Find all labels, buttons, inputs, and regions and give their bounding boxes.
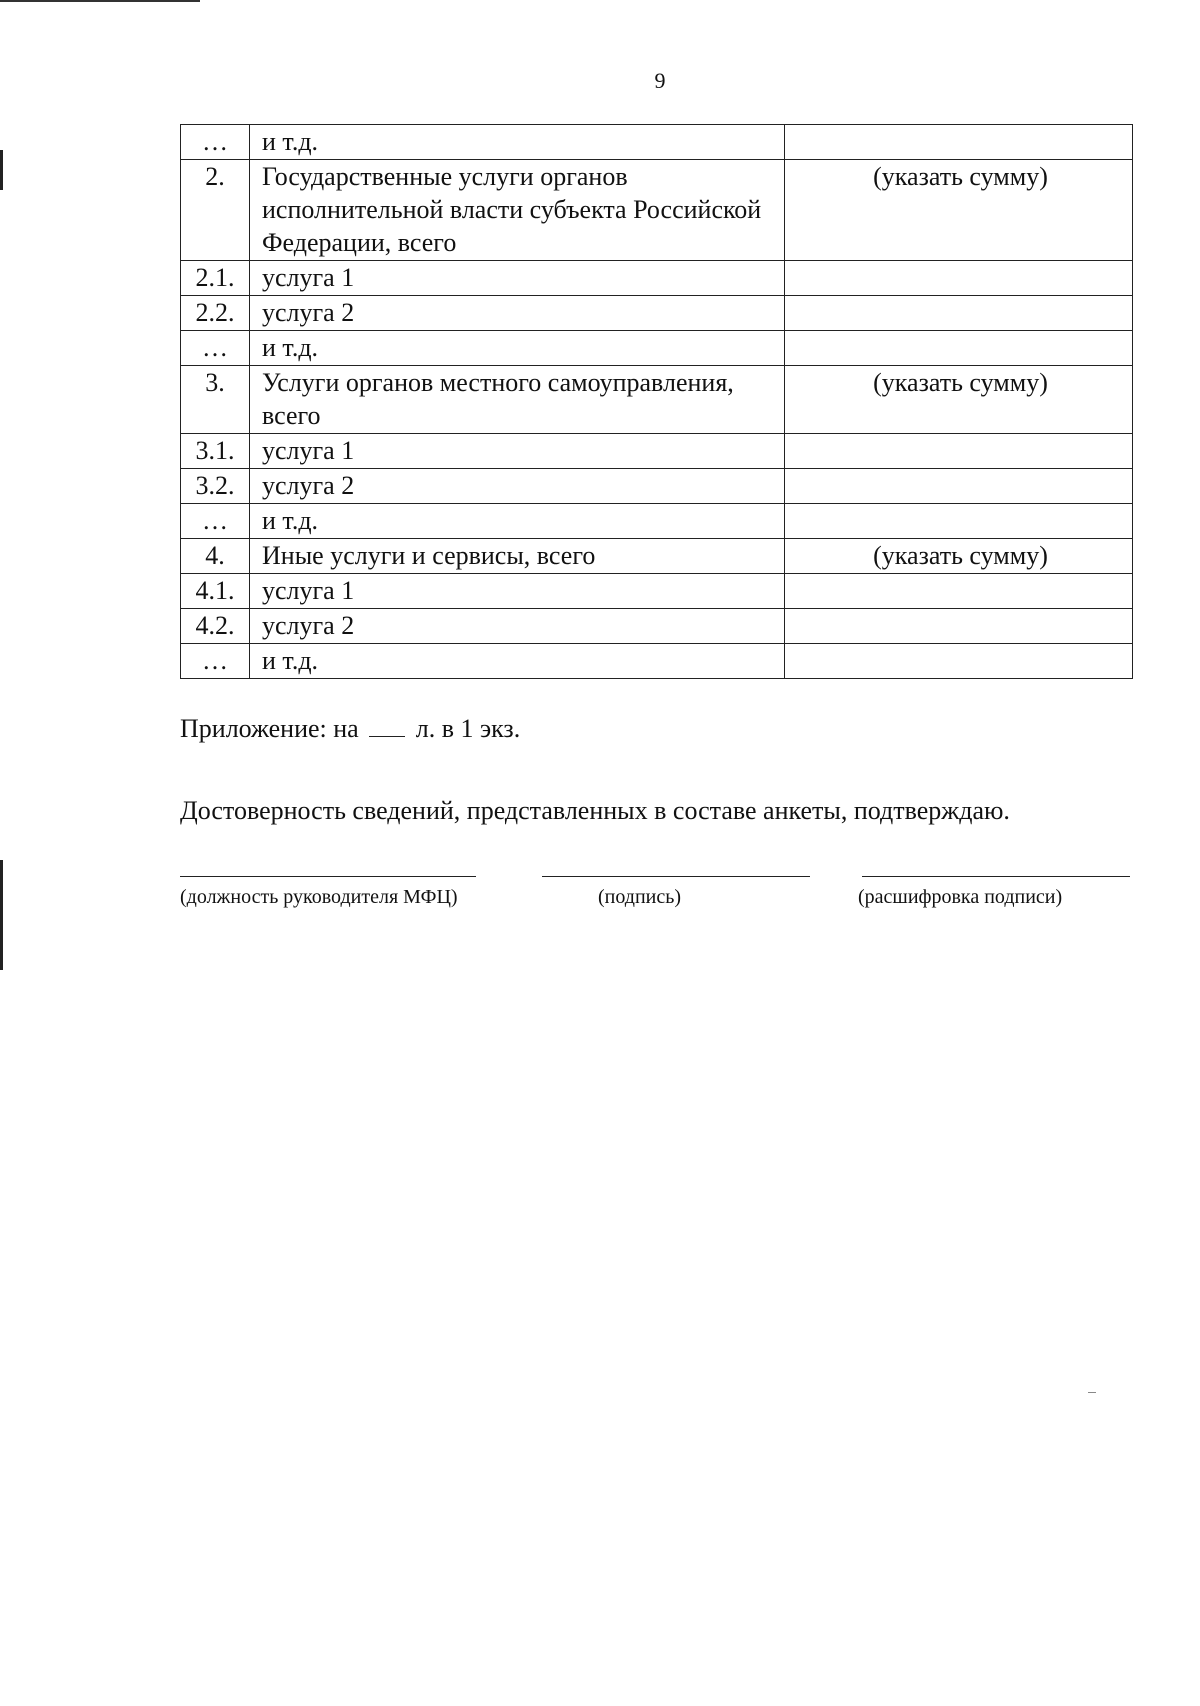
appendix-text-after: л. в 1 экз. <box>415 714 521 743</box>
service-name: и т.д. <box>250 125 785 160</box>
position-signature-line <box>180 876 476 877</box>
service-sum <box>785 644 1133 679</box>
appendix-line <box>180 713 520 745</box>
table-row <box>181 644 1133 679</box>
appendix-sheet-count-blank <box>369 714 405 737</box>
service-sum <box>785 434 1133 469</box>
row-number: 3.1. <box>181 434 250 469</box>
attestation-text: Достоверность сведений, представленных в составе анкеты, подтверждаю. <box>180 796 1010 825</box>
service-sum <box>785 574 1133 609</box>
row-number: … <box>181 504 250 539</box>
row-number: 4. <box>181 539 250 574</box>
row-number: 4.2. <box>181 609 250 644</box>
page-number: 9 <box>654 68 666 93</box>
service-name: услуга 1 <box>250 434 785 469</box>
table-row <box>181 296 1133 331</box>
services-table <box>180 124 1133 679</box>
service-sum <box>785 125 1133 160</box>
scan-edge-left-1 <box>0 150 3 190</box>
table-row <box>181 160 1133 261</box>
service-sum: (указать сумму) <box>785 539 1133 574</box>
service-name: Иные услуги и сервисы, всего <box>250 539 785 574</box>
table-row <box>181 434 1133 469</box>
service-sum <box>785 261 1133 296</box>
scan-speck <box>1088 1392 1096 1393</box>
services-table-wrap <box>180 124 1132 679</box>
table-row <box>181 366 1133 434</box>
row-number: 3.2. <box>181 469 250 504</box>
row-number: 2.2. <box>181 296 250 331</box>
table-row <box>181 261 1133 296</box>
table-row <box>181 609 1133 644</box>
service-sum <box>785 469 1133 504</box>
scan-edge-top <box>0 0 200 2</box>
table-row <box>181 125 1133 160</box>
row-number: 2. <box>181 160 250 261</box>
service-name: услуга 2 <box>250 469 785 504</box>
service-name: услуга 1 <box>250 261 785 296</box>
table-row <box>181 504 1133 539</box>
signature-line <box>542 876 810 877</box>
service-name: Услуги органов местного самоуправления, всего <box>250 366 785 434</box>
position-caption: (должность руководителя МФЦ) <box>180 886 458 908</box>
service-name: и т.д. <box>250 504 785 539</box>
row-number: 2.1. <box>181 261 250 296</box>
table-row <box>181 539 1133 574</box>
table-row <box>181 331 1133 366</box>
appendix-text-before: Приложение: на <box>180 714 359 743</box>
row-number: 4.1. <box>181 574 250 609</box>
service-name: и т.д. <box>250 331 785 366</box>
scan-edge-left-2 <box>0 860 3 970</box>
table-row <box>181 574 1133 609</box>
service-name: Государственные услуги органов исполнительной власти субъекта Российской Федерации, всего <box>250 160 785 261</box>
signature-caption: (подпись) <box>598 886 682 908</box>
service-name: услуга 2 <box>250 609 785 644</box>
table-row <box>181 469 1133 504</box>
row-number: … <box>181 331 250 366</box>
service-sum: (указать сумму) <box>785 160 1133 261</box>
service-sum <box>785 296 1133 331</box>
service-name: услуга 1 <box>250 574 785 609</box>
service-sum: (указать сумму) <box>785 366 1133 434</box>
service-sum <box>785 609 1133 644</box>
service-sum <box>785 504 1133 539</box>
service-sum <box>785 331 1133 366</box>
service-name: и т.д. <box>250 644 785 679</box>
transcript-signature-line <box>862 876 1130 877</box>
row-number: … <box>181 644 250 679</box>
service-name: услуга 2 <box>250 296 785 331</box>
transcript-caption: (расшифровка подписи) <box>858 886 1063 908</box>
row-number: … <box>181 125 250 160</box>
row-number: 3. <box>181 366 250 434</box>
